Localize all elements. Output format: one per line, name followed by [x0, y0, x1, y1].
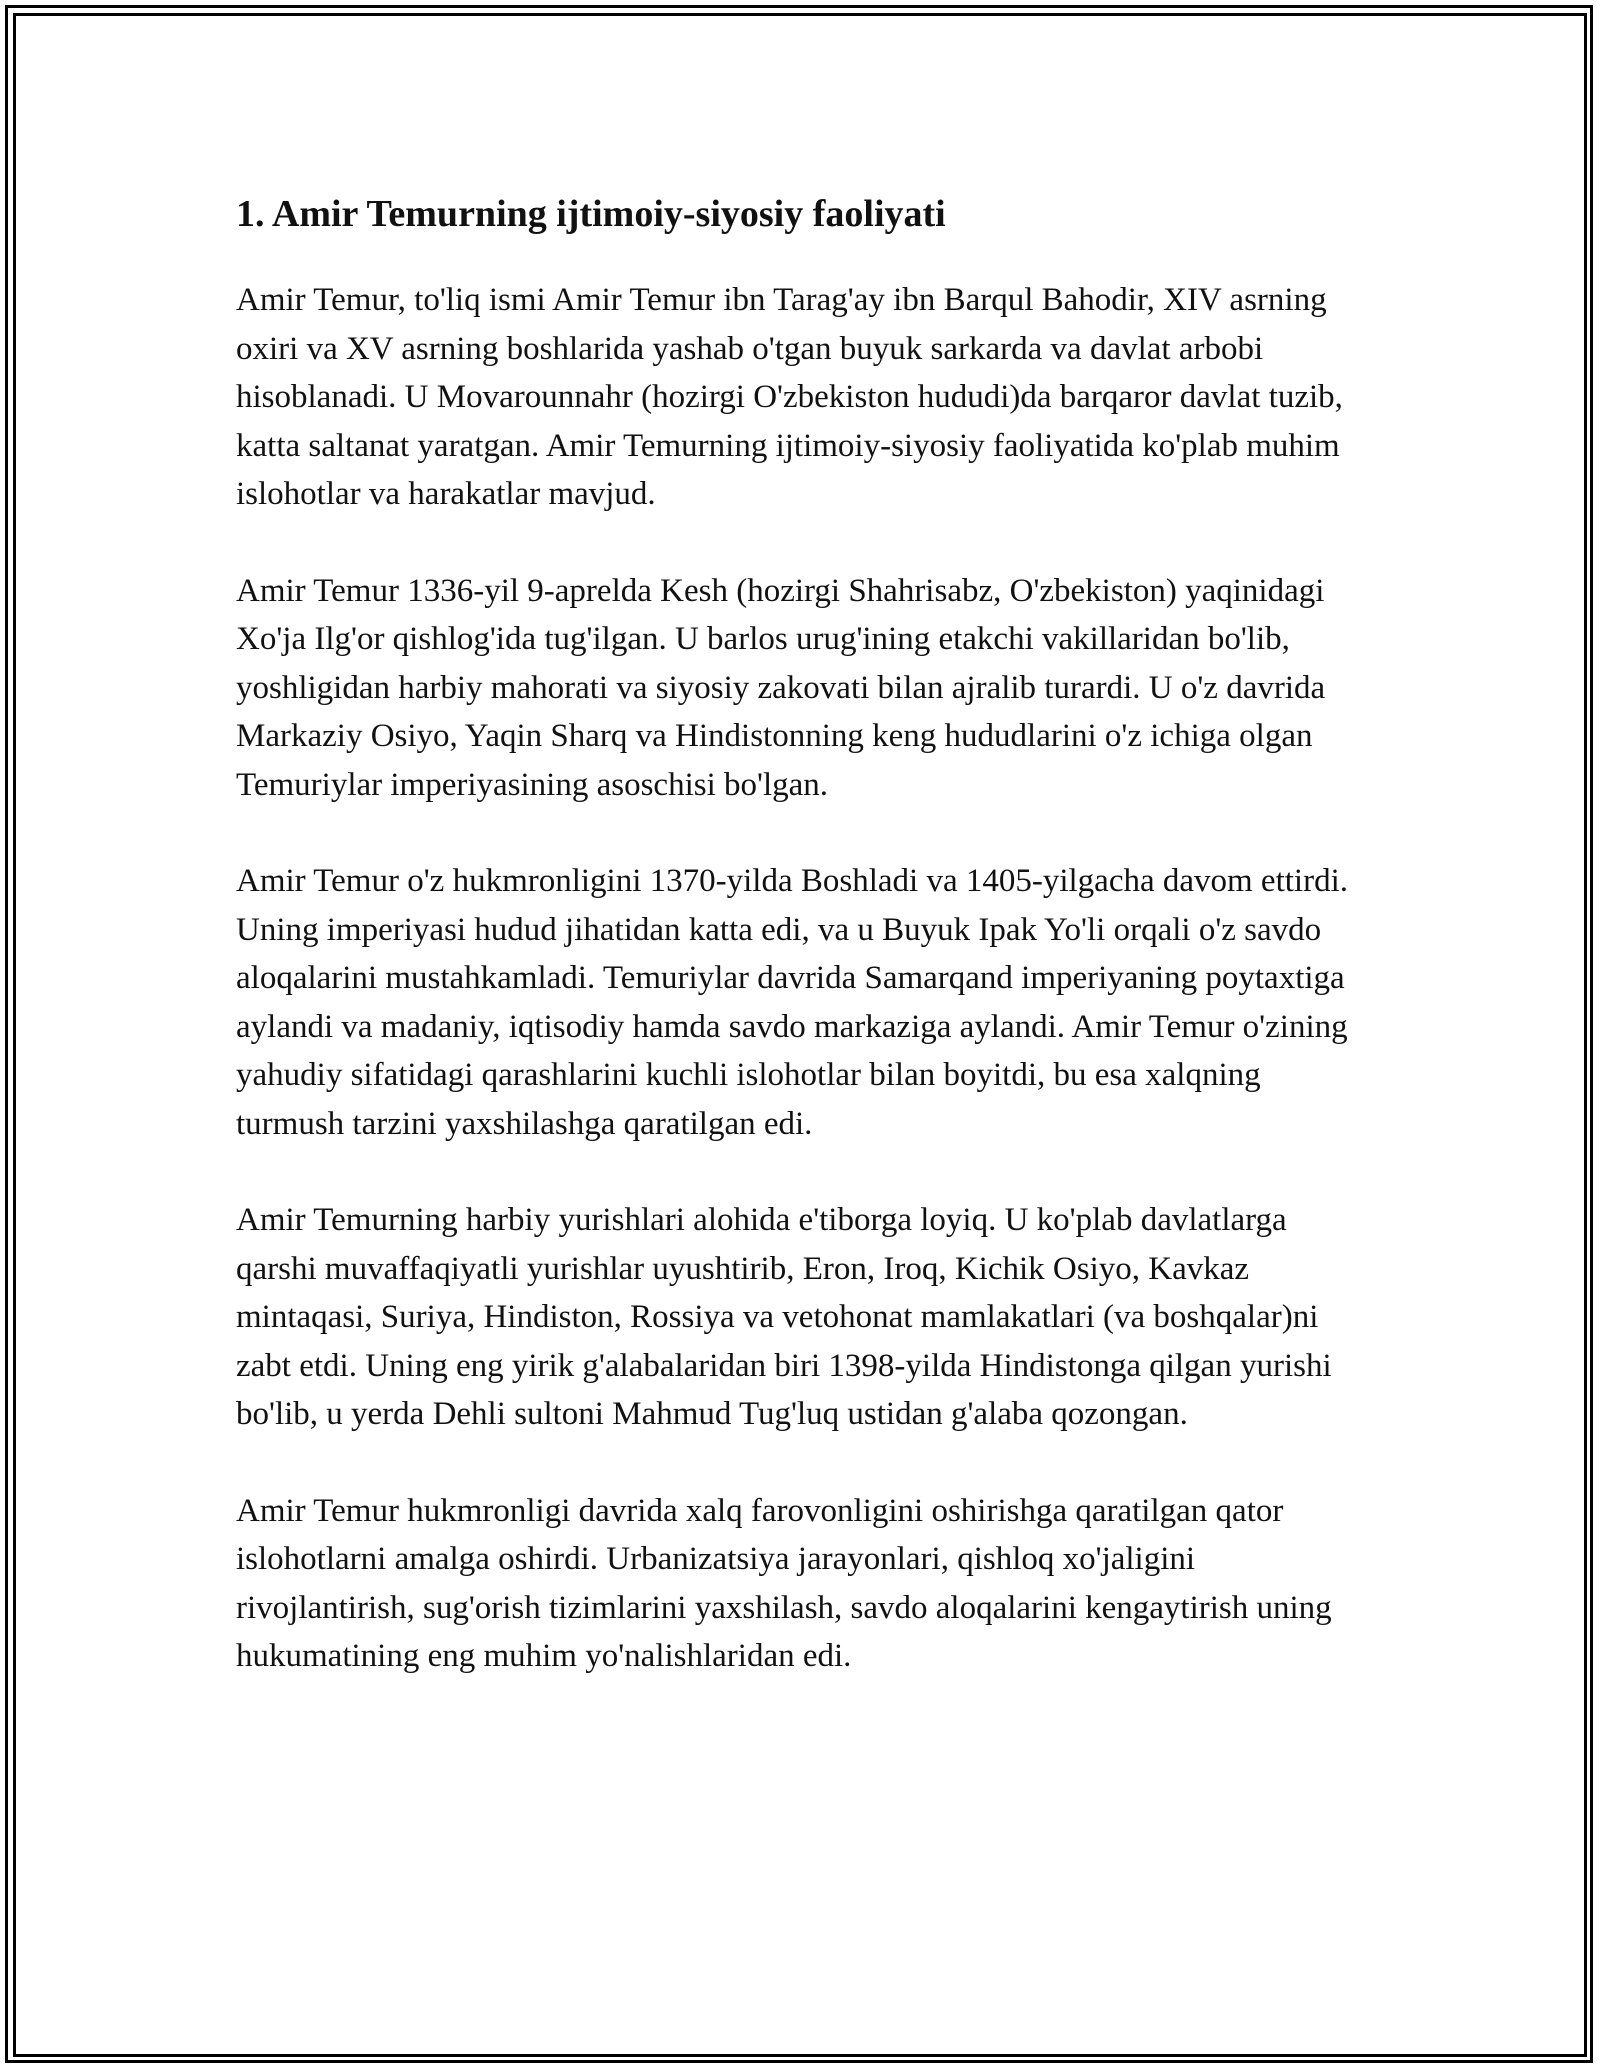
section-heading: 1. Amir Temurning ijtimoiy-siyosiy faoliyati [236, 193, 946, 235]
paragraph-2: Amir Temur 1336-yil 9-aprelda Kesh (hozirgi Shahrisabz, O'zbekiston) yaqinidagi Xo'ja Ilg'or qishlog'ida tug'ilgan. U barlos urug'ining etakchi vakillaridan bo'lib, yoshligidan harbiy mahorati va siyosiy zakovati bilan ajralib turardi. U o'z davrida Markaziy Osiyo, Yaqin Sharq va Hindistonning keng hududlarini o'z ichiga olgan Temuriylar imperiyasining asoschisi bo'lgan. [236, 572, 1326, 803]
paragraph-3: Amir Temur o'z hukmronligini 1370-yilda Boshladi va 1405-yilgacha davom ettirdi. Uning imperiyasi hudud jihatidan katta edi, va u Buyuk Ipak Yo'li orqali o'z savdo aloqalarini mustahkamladi. Temuriylar davrida Samarqand imperiyaning poytaxtiga aylandi va madaniy, iqtisodiy hamda savdo markaziga aylandi. Amir Temur o'zining yahudiy sifatidagi qarashlarini kuchli islohotlar bilan boyitdi, bu esa xalqning turmush tarzini yaxshilashga qaratilgan edi. [236, 863, 1348, 1142]
paragraph-1: Amir Temur, to'liq ismi Amir Temur ibn Tarag'ay ibn Barqul Bahodir, XIV asrning oxiri va XV asrning boshlarida yashab o'tgan buyuk sarkarda va davlat arbobi hisoblanadi. U Movarounnahr (hozirgi O'zbekiston hududi)da barqaror davlat tuzib, katta saltanat yaratgan. Amir Temurning ijtimoiy-siyosiy faoliyatida ko'plab muhim islohotlar va harakatlar mavjud. [236, 282, 1343, 512]
paragraph-4: Amir Temurning harbiy yurishlari alohida e'tiborga loyiq. U ko'plab davlatlarga qarshi muvaffaqiyatli yurishlar uyushtirib, Eron, Iroq, Kichik Osiyo, Kavkaz mintaqasi, Suriya, Hindiston, Rossiya va vetohonat mamlakatlari (va boshqalar)ni zabt etdi. Uning eng yirik g'alabalaridan biri 1398-yilda Hindistonga qilgan yurishi bo'lib, u yerda Dehli sultoni Mahmud Tug'luq ustidan g'alaba qozongan. [236, 1202, 1332, 1432]
document-body [236, 186, 1371, 1729]
paragraph-5: Amir Temur hukmronligi davrida xalq farovonligini oshirishga qaratilgan qator islohotlarni amalga oshirdi. Urbanizatsiya jarayonlari, qishloq xo'jaligini rivojlantirish, sug'orish tizimlarini yaxshilash, savdo aloqalarini kengaytirish uning hukumatining eng muhim yo'nalishlaridan edi. [236, 1492, 1332, 1674]
